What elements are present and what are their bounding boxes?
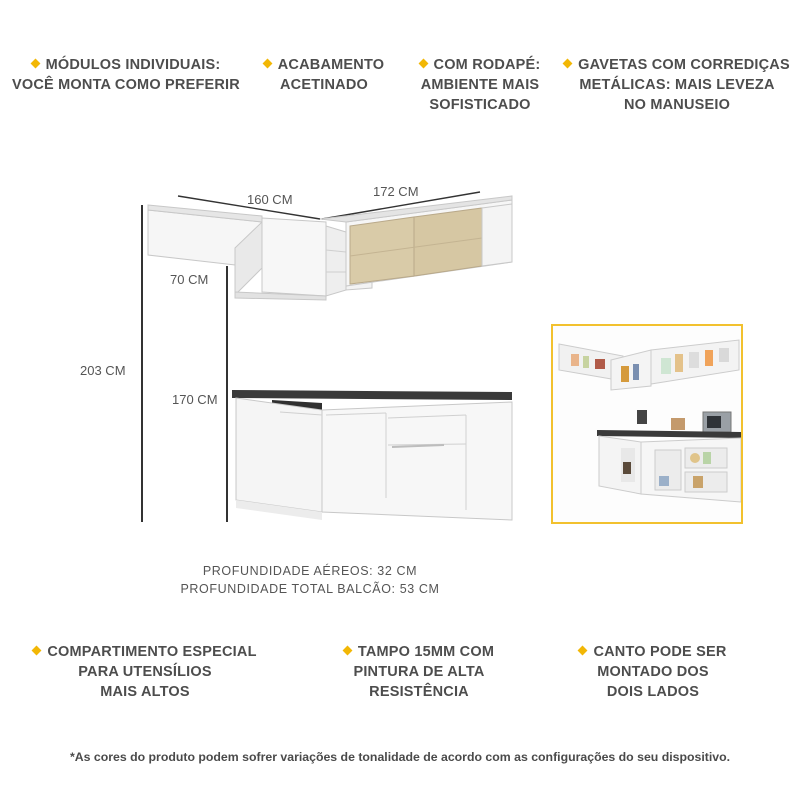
dim-total-height: 203 CM (80, 363, 126, 378)
dim-upper-left-width: 160 CM (247, 192, 293, 207)
diamond-bullet-icon (578, 646, 588, 656)
dim-upper-right-width: 172 CM (373, 184, 419, 199)
feature-special-compartment: COMPARTIMENTO ESPECIAL PARA UTENSÍLIOS MAIS ALTOS (25, 642, 265, 702)
feature-countertop: TAMPO 15MM COM PINTURA DE ALTA RESISTÊNCIA (336, 642, 502, 702)
dim-upper-gap: 70 CM (170, 272, 209, 287)
feature-baseboard: COM RODAPÉ: AMBIENTE MAIS SOFISTICADO (406, 55, 554, 115)
diamond-bullet-icon (32, 646, 42, 656)
diamond-bullet-icon (342, 646, 352, 656)
base-cabinets (232, 390, 512, 520)
feature-satin-finish: ACABAMENTO ACETINADO (258, 55, 390, 95)
depth-base: PROFUNDIDADE TOTAL BALCÃO: 53 CM (180, 582, 440, 596)
dim-base-height: 170 CM (172, 392, 218, 407)
feature-reversible-corner: CANTO PODE SER MONTADO DOS DOIS LADOS (578, 642, 728, 702)
depth-upper: PROFUNDIDADE AÉREOS: 32 CM (202, 564, 418, 578)
feature-metal-drawer-slides: GAVETAS COM CORREDIÇAS METÁLICAS: MAIS LEVEZA NO MANUSEIO (560, 55, 794, 115)
feature-modular-modules: MÓDULOS INDIVIDUAIS: VOCÊ MONTA COMO PREFERIR (12, 57, 240, 93)
upper-right-glass-cabinet (320, 196, 512, 286)
color-disclaimer: *As cores do produto podem sofrer variações de tonalidade de acordo com as configurações do seu dispositivo. (69, 750, 731, 764)
kitchen-product-photo (551, 324, 743, 524)
kitchen-photo-image (553, 326, 741, 522)
